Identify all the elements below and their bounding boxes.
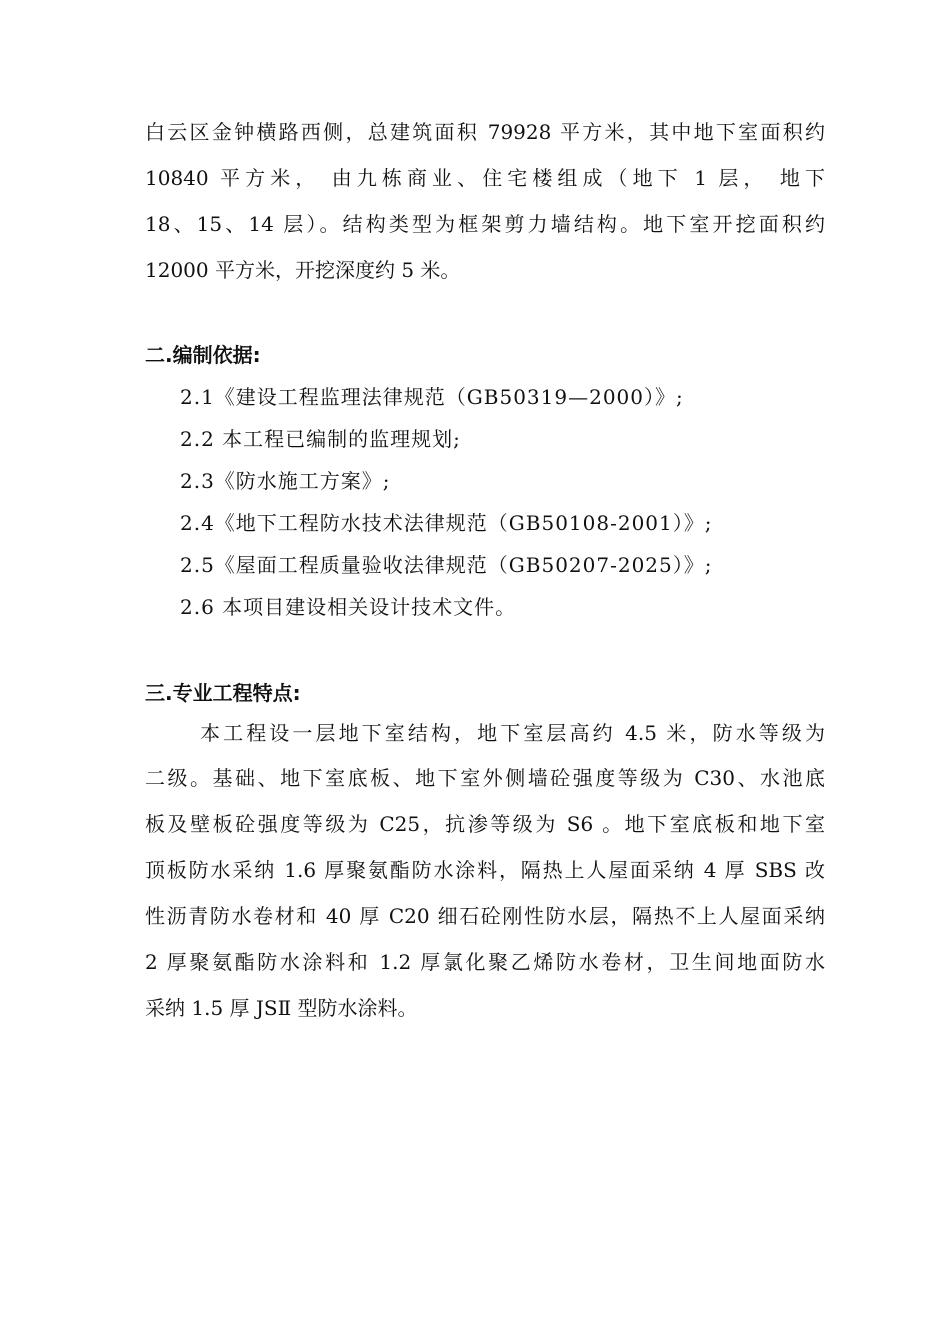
list-item: 2.2 本工程已编制的监理规划; [180,427,461,451]
paragraph-line: 板及壁板砼强度等级为 C25，抗渗等级为 S6 。地下室底板和地下室 [145,812,825,836]
paragraph-line: 2 厚聚氨酯防水涂料和 1.2 厚氯化聚乙烯防水卷材，卫生间地面防水 [145,950,825,974]
section-heading: 三.专业工程特点: [145,681,301,705]
paragraph-line: 10840 平方米， 由九栋商业、住宅楼组成（地下 1 层， 地下 [145,166,825,190]
paragraph-line: 顶板防水采纳 1.6 厚聚氨酯防水涂料，隔热上人屋面采纳 4 厚 SBS 改 [145,858,825,882]
section-heading: 二.编制依据: [145,343,261,367]
paragraph-line: 白云区金钟横路西侧，总建筑面积 79928 平方米，其中地下室面积约 [145,120,825,144]
list-item: 2.4《地下工程防水技术法律规范（GB50108-2001）》; [180,511,713,535]
paragraph-line: 采纳 1.5 厚 JSⅡ 型防水涂料。 [145,996,418,1020]
list-item: 2.5《屋面工程质量验收法律规范（GB50207-2025）》; [180,553,713,577]
paragraph-line: 18、15、14 层）。结构类型为框架剪力墙结构。地下室开挖面积约 [145,212,825,236]
paragraph-line: 性沥青防水卷材和 40 厚 C20 细石砼刚性防水层，隔热不上人屋面采纳 [145,904,825,928]
paragraph-line: 本工程设一层地下室结构，地下室层高约 4.5 米，防水等级为 [200,721,825,745]
list-item: 2.3《防水施工方案》; [180,469,391,493]
paragraph-line: 12000 平方米，开挖深度约 5 米。 [145,258,461,282]
list-item: 2.1《建设工程监理法律规范（GB50319—2000）》; [180,385,684,409]
list-item: 2.6 本项目建设相关设计技术文件。 [180,595,517,619]
paragraph-line: 二级。基础、地下室底板、地下室外侧墙砼强度等级为 C30、水池底 [145,766,825,790]
